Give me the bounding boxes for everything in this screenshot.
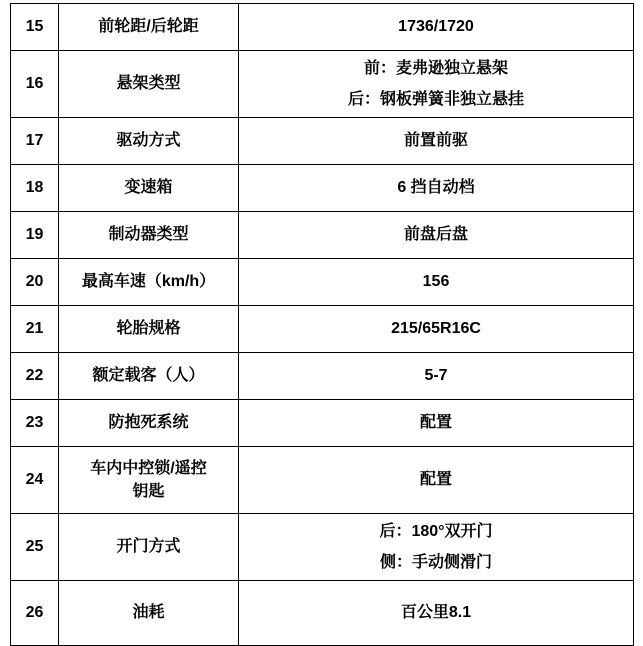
vehicle-spec-table (10, 3, 634, 646)
row-label-cell (59, 212, 239, 259)
row-value-lines (241, 411, 631, 434)
row-label-lines (61, 457, 236, 503)
table-row (11, 4, 634, 51)
row-value-lines (241, 57, 631, 111)
row-value-cell (239, 400, 634, 447)
row-value-cell (239, 4, 634, 51)
row-label-lines (61, 601, 236, 624)
table-row (11, 400, 634, 447)
row-value-line: 配置 (419, 471, 452, 489)
row-value-line: 后：180°双开门 (379, 522, 493, 540)
row-label-lines (61, 72, 236, 95)
row-index-cell: 20 (11, 259, 59, 306)
row-label-line: 前轮距/后轮距 (98, 18, 199, 36)
row-label-lines (61, 364, 236, 387)
row-value-lines (241, 15, 631, 38)
row-index-cell: 26 (11, 581, 59, 646)
row-value-lines (241, 520, 631, 574)
row-label-line: 悬架类型 (116, 75, 181, 93)
row-value-line: 6 挡自动档 (397, 179, 475, 197)
row-value-lines (241, 176, 631, 199)
row-label-line: 开门方式 (116, 538, 181, 556)
table-row (11, 581, 634, 646)
table-row (11, 306, 634, 353)
row-value-cell (239, 259, 634, 306)
row-index-cell: 25 (11, 514, 59, 581)
row-value-line: 5-7 (424, 367, 448, 385)
row-label-line: 最高车速（km/h） (81, 273, 216, 291)
row-label-cell (59, 51, 239, 118)
row-value-line: 侧：手动侧滑门 (379, 554, 492, 571)
row-label-line: 轮胎规格 (116, 320, 181, 338)
row-label-lines (61, 411, 236, 434)
row-label-lines (61, 129, 236, 152)
row-value-cell (239, 514, 634, 581)
row-value-line: 1736/1720 (398, 18, 474, 36)
row-index-cell: 17 (11, 118, 59, 165)
row-label-cell (59, 259, 239, 306)
row-label-cell (59, 306, 239, 353)
row-value-cell (239, 447, 634, 514)
row-value-lines (241, 129, 631, 152)
row-label-cell (59, 353, 239, 400)
row-value-line: 前：麦弗逊独立悬架 (363, 59, 508, 77)
row-label-line: 防抱死系统 (108, 414, 189, 432)
row-value-cell (239, 581, 634, 646)
row-index-cell: 15 (11, 4, 59, 51)
row-label-cell (59, 4, 239, 51)
row-value-cell (239, 353, 634, 400)
row-index-cell: 24 (11, 447, 59, 514)
row-value-lines (241, 601, 631, 624)
table-row (11, 51, 634, 118)
row-value-cell (239, 212, 634, 259)
row-index-cell: 22 (11, 353, 59, 400)
row-value-line: 百公里8.1 (400, 604, 472, 622)
row-label-line: 变速箱 (124, 179, 173, 197)
table-row (11, 353, 634, 400)
row-value-cell (239, 118, 634, 165)
row-value-lines (241, 317, 631, 340)
row-label-cell (59, 400, 239, 447)
row-label-lines (61, 317, 236, 340)
row-value-lines (241, 270, 631, 293)
row-label-lines (61, 15, 236, 38)
row-label-cell (59, 165, 239, 212)
row-value-line: 后：钢板弹簧非独立悬挂 (347, 91, 524, 108)
row-index-cell: 21 (11, 306, 59, 353)
row-label-cell (59, 118, 239, 165)
row-label-line: 钥匙 (132, 483, 165, 500)
table-row (11, 165, 634, 212)
row-label-line: 额定载客（人） (92, 367, 205, 385)
row-label-line: 油耗 (132, 604, 165, 622)
row-label-line: 车内中控锁/遥控 (90, 459, 207, 477)
row-value-lines (241, 468, 631, 491)
row-value-line: 前盘后盘 (403, 226, 468, 244)
table-row (11, 447, 634, 514)
row-value-cell (239, 51, 634, 118)
row-label-lines (61, 223, 236, 246)
row-label-cell (59, 581, 239, 646)
row-index-cell: 19 (11, 212, 59, 259)
row-value-line: 215/65R16C (391, 320, 481, 338)
row-value-cell (239, 306, 634, 353)
table-row (11, 118, 634, 165)
row-label-line: 驱动方式 (116, 132, 181, 150)
table-row (11, 259, 634, 306)
row-index-cell: 18 (11, 165, 59, 212)
row-label-cell (59, 514, 239, 581)
table-row (11, 212, 634, 259)
row-index-cell: 16 (11, 51, 59, 118)
row-value-lines (241, 223, 631, 246)
row-value-line: 156 (422, 273, 450, 291)
table-row (11, 514, 634, 581)
row-value-line: 配置 (419, 414, 452, 432)
row-label-line: 制动器类型 (108, 226, 189, 244)
row-value-cell (239, 165, 634, 212)
table-body (11, 4, 634, 646)
row-index-cell: 23 (11, 400, 59, 447)
row-label-cell (59, 447, 239, 514)
row-label-lines (61, 270, 236, 293)
row-value-line: 前置前驱 (403, 132, 468, 150)
row-label-lines (61, 176, 236, 199)
row-label-lines (61, 535, 236, 558)
row-value-lines (241, 364, 631, 387)
